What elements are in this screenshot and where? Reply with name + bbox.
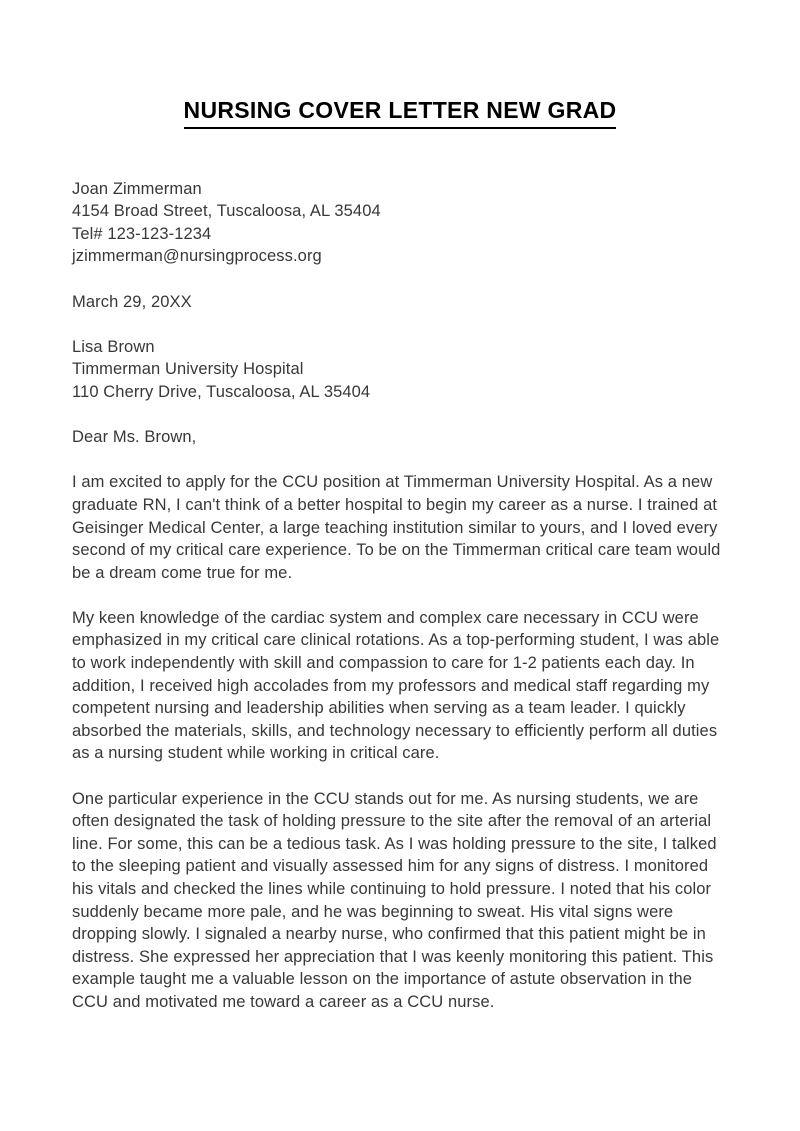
- page-title: [72, 0, 728, 129]
- body-paragraph-1: I am excited to apply for the CCU position at Timmerman University Hospital. As a new graduate RN, I can't think of a better hospital to begin my career as a nurse. I trained at Geisinger Medical Center, a large teaching institution similar to yours, and I loved every second of my critical care experience. To be on the Timmerman critical care team would be a dream come true for me.: [72, 473, 721, 582]
- recipient-street-address: 110 Cherry Drive, Tuscaloosa, AL 35404: [72, 382, 371, 401]
- recipient-organization: Timmerman University Hospital: [72, 360, 304, 379]
- body-paragraph-2: My keen knowledge of the cardiac system and complex care necessary in CCU were emphasized in my critical care clinical rotations. As a top-performing student, I was able to work independently with skill and compassion to care for 1-2 patients each day. In addition, I received high accolades from my professors and medical staff regarding my competent nursing and leadership abilities when serving as a team leader. I quickly absorbed the materials, skills, and technology necessary to efficiently perform all duties as a nursing student while working in critical care.: [72, 608, 720, 763]
- sender-name: Joan Zimmerman: [72, 179, 202, 198]
- sender-address-block: [72, 178, 728, 268]
- salutation: [72, 426, 728, 449]
- letter-date: March 29, 20XX: [72, 292, 192, 311]
- page-title-text: NURSING COVER LETTER NEW GRAD: [184, 97, 617, 129]
- recipient-address-block: [72, 336, 728, 404]
- body-paragraph-3: One particular experience in the CCU stands out for me. As nursing students, we are often designated the task of holding pressure to the site after the removal of an arterial line. For some, this can be a tedious task. As I was holding pressure to the site, I talked to the sleeping patient and visually assessed him for any signs of distress. I monitored his vitals and checked the lines while continuing to hold pressure. I noted that his color suddenly became more pale, and he was beginning to sweat. His vital signs were dropping slowly. I signaled a nearby nurse, who confirmed that this patient might be in distress. She expressed her appreciation that I was keenly monitoring this patient. This example taught me a valuable lesson on the importance of astute observation in the CCU and motivated me toward a career as a CCU nurse.: [72, 789, 717, 1011]
- letter-date-block: [72, 291, 728, 314]
- sender-phone: Tel# 123-123-1234: [72, 224, 212, 243]
- sender-email: jzimmerman@nursingprocess.org: [72, 247, 322, 266]
- recipient-name: Lisa Brown: [72, 337, 155, 356]
- document-content: [72, 0, 728, 1030]
- sender-street-address: 4154 Broad Street, Tuscaloosa, AL 35404: [72, 202, 381, 221]
- salutation-text: Dear Ms. Brown,: [72, 428, 197, 447]
